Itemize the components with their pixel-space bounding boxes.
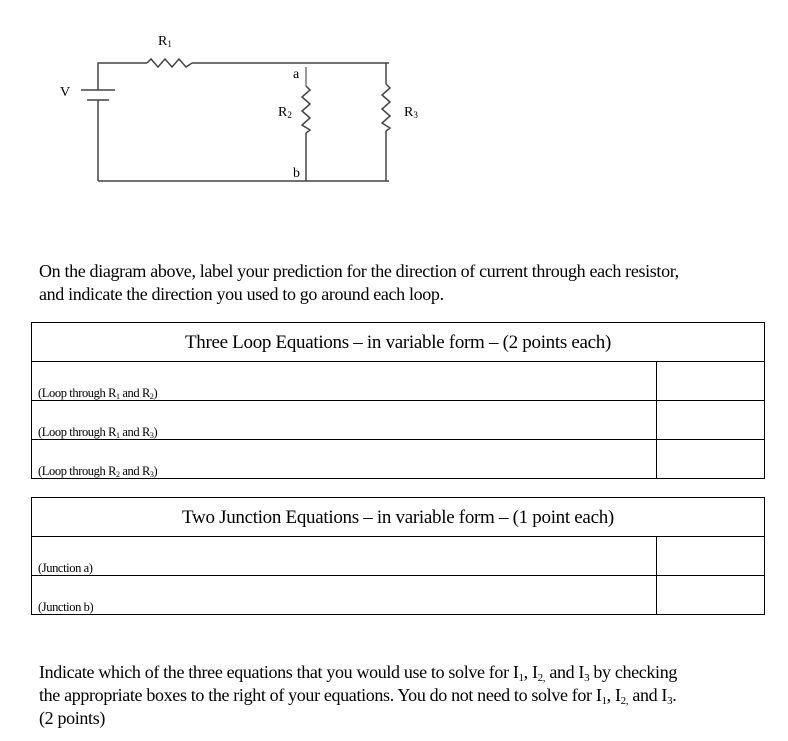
resistor-r3-icon bbox=[382, 84, 390, 131]
r3-label: $R_3$ bbox=[404, 105, 418, 120]
final-instructions bbox=[39, 661, 779, 730]
resistor-r2-icon bbox=[302, 86, 310, 133]
final-instructions-line-2: the appropriate boxes to the right of your equations. You do not need to solve for $I_1$, $I_{2,}$ and $I_3$. bbox=[39, 685, 677, 707]
battery-label: V bbox=[60, 85, 71, 100]
resistor-r1-icon bbox=[147, 59, 192, 67]
junction-equation-cell-a[interactable] bbox=[32, 537, 657, 575]
loop-checkbox-2[interactable] bbox=[657, 401, 764, 439]
r2-label: $R_2$ bbox=[278, 105, 292, 120]
circuit-schematic bbox=[0, 0, 420, 200]
loop-equations-table bbox=[31, 322, 765, 479]
table-row bbox=[32, 362, 764, 401]
junction-row-label: (Junction a) bbox=[38, 561, 93, 575]
circuit-diagram bbox=[0, 0, 420, 200]
loop-equation-cell-2[interactable] bbox=[32, 401, 657, 439]
loop-equation-cell-3[interactable] bbox=[32, 440, 657, 478]
table-row bbox=[32, 440, 764, 478]
table-row bbox=[32, 537, 764, 576]
table-row bbox=[32, 576, 764, 614]
junction-equations-table bbox=[31, 497, 765, 615]
diagram-instructions bbox=[39, 260, 779, 306]
loop-row-label: (Loop through $R_2$ and $R_3$) bbox=[38, 464, 158, 479]
junction-checkbox-a[interactable] bbox=[657, 537, 764, 575]
junction-equation-cell-b[interactable] bbox=[32, 576, 657, 614]
r1-label: $R_1$ bbox=[158, 34, 172, 49]
junction-row-label: (Junction b) bbox=[38, 600, 94, 614]
junction-table-header: Two Junction Equations – in variable form – (1 point each) bbox=[32, 498, 764, 537]
loop-table-header: Three Loop Equations – in variable form – (2 points each) bbox=[32, 323, 764, 362]
junction-checkbox-b[interactable] bbox=[657, 576, 764, 614]
final-instructions-line-1: Indicate which of the three equations that you would use to solve for $I_1$, $I_{2,}$ and $I_3$ by checking bbox=[39, 662, 678, 684]
instructions-line-2: and indicate the direction you used to go around each loop. bbox=[39, 284, 444, 304]
instructions-line-1: On the diagram above, label your prediction for the direction of current through each resistor, bbox=[39, 261, 679, 281]
wire-left-top bbox=[98, 63, 147, 90]
node-b-label: b bbox=[293, 166, 300, 181]
loop-row-label: (Loop through $R_1$ and $R_3$) bbox=[38, 425, 158, 440]
loop-checkbox-1[interactable] bbox=[657, 362, 764, 400]
loop-equation-cell-1[interactable] bbox=[32, 362, 657, 400]
final-instructions-line-3: (2 points) bbox=[39, 708, 105, 728]
loop-row-label: (Loop through $R_1$ and $R_2$) bbox=[38, 386, 158, 401]
table-row bbox=[32, 401, 764, 440]
node-a-label: a bbox=[293, 67, 300, 82]
loop-checkbox-3[interactable] bbox=[657, 440, 764, 478]
